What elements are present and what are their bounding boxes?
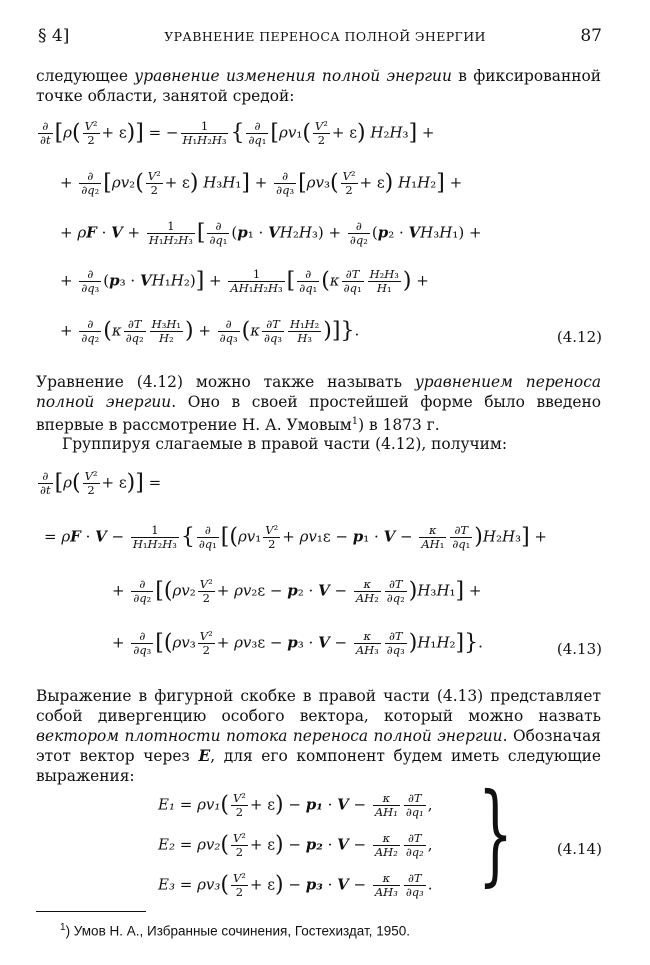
eq-4-12-line-4: + $\frac{\partial}{\text{∂q₃}}$ (p₃ · VH₁H₂)] + $\frac{1}{\text{AH₁H₂H₃}}$ [ $\frac{\partial}{\text{∂q₁}}$ (κ $\frac{\partial T}{\text{∂q₁}}$ $\frac{\text{H₂H₃}}{\text{H₁}}$ ) +: [60, 267, 429, 295]
eq-4-13-line-3: + $\frac{\partial}{\text{∂q₂}}$ [(ρv₂ $\frac{\text{V²}}{2}$ + ρv₂ε − p₂ · V − $\frac{\kappa}{\text{AH₂}}$ $\frac{\partial T}{\text{∂q₂}}$ )H₃H₁] +: [112, 577, 482, 605]
eq-4-14-number: (4.14): [556, 840, 602, 858]
vector-symbol: E: [198, 747, 211, 765]
eq-4-13-number: (4.13): [556, 640, 602, 658]
grouping-paragraph: Группируя слагаемые в правой части (4.12), получим:: [62, 435, 508, 453]
vector-paragraph: [36, 686, 601, 786]
umov-italic: уравнением переноса полной энергии: [36, 373, 601, 411]
umov-text-2: . Оно в своей простейшей форме было введено впервые в рассмотрение Н. А. Умовым: [36, 393, 601, 435]
umov-paragraph: [36, 372, 601, 435]
running-title: УРАВНЕНИЕ ПЕРЕНОСА ПОЛНОЙ ЭНЕРГИИ: [164, 29, 486, 44]
right-brace: }: [478, 769, 513, 897]
page-number: 87: [580, 26, 602, 46]
eq-4-14-row: E₂ = ρv₂( $\frac{\text{V²}}{2}$ + ε) − p₂ · V − $\frac{\kappa}{\text{AH₂}}$ $\frac{\partial T}{\text{∂q₂}}$ ,: [158, 831, 433, 859]
intro-text-end: в фиксированной точке области, занятой средой:: [36, 67, 601, 105]
eq-4-12-line-3: + ρF · V + $\frac{1}{\text{H₁H₂H₃}}$ [ $\frac{\partial}{\text{∂q₁}}$ (p₁ · VH₂H₃) + $\frac{\partial}{\text{∂q₂}}$ (p₂ · VH₃H₁) +: [60, 219, 482, 247]
footnote-text: ) Умов Н. А., Избранные сочинения, Гостехиздат, 1950.: [65, 923, 410, 939]
eq-4-12-line-2: + $\frac{\partial}{\text{∂q₂}}$ [ρv₂( $\frac{\text{V²}}{2}$ + ε) H₃H₁] + $\frac{\partial}{\text{∂q₃}}$ [ρv₃( $\frac{\text{V²}}{2}$ + ε) H₁H₂] +: [60, 169, 463, 197]
eq-4-12-line-5: + $\frac{\partial}{\text{∂q₂}}$ (κ $\frac{\partial T}{\text{∂q₂}}$ $\frac{\text{H₃H₁}}{\text{H₂}}$ ) + $\frac{\partial}{\text{∂q₃}}$ (κ $\frac{\partial T}{\text{∂q₃}}$ $\frac{\text{H₁H₂}}{\text{H₃}}$ )]}.: [60, 317, 360, 345]
eq-4-13-line-1: $\frac{\partial}{\partial t}$ [ρ( $\frac{\text{V²}}{2}$ + ε)] =: [40, 469, 162, 497]
eq-4-12-line-1: $\frac{\partial}{\partial t}$ [ρ( $\frac{\text{V²}}{2}$ + ε)] = − $\frac{1}{\text{H₁H₂H₃}}$ { $\frac{\partial}{\text{∂q₁}}$ [ρv₁( $\frac{\text{V²}}{2}$ + ε) H₂H₃] +: [40, 119, 435, 147]
umov-text-3: ) в 1873 г.: [358, 416, 440, 435]
eq-4-13-line-4: + $\frac{\partial}{\text{∂q₃}}$ [(ρv₃ $\frac{\text{V²}}{2}$ + ρv₃ε − p₃ · V − $\frac{\kappa}{\text{AH₃}}$ $\frac{\partial T}{\text{∂q₃}}$ )H₁H₂]}.: [112, 629, 483, 657]
eq-4-14-row: E₁ = ρv₁( $\frac{\text{V²}}{2}$ + ε) − p₁ · V − $\frac{\kappa}{\text{AH₁}}$ $\frac{\partial T}{\text{∂q₁}}$ ,: [158, 791, 433, 819]
footnote: [60, 922, 410, 939]
vector-text: Выражение в фигурной скобке в правой части (4.13) представляет собой дивергенцию особого вектора, который можно назвать: [36, 687, 601, 725]
intro-text: следующее: [36, 67, 135, 85]
vector-italic: вектором плотности потока переноса полной энергии: [36, 727, 503, 745]
section-number: § 4]: [38, 26, 70, 46]
footnote-mark: 1: [60, 922, 66, 933]
footnote-ref[interactable]: 1: [351, 416, 359, 427]
footnote-rule: [36, 911, 146, 912]
vector-text-2: . Обозначая этот вектор через: [36, 727, 601, 765]
intro-italic: уравнение изменения полной энергии: [134, 67, 452, 85]
eq-4-12-number: (4.12): [556, 328, 602, 346]
vector-text-3: , для его компонент будем иметь следующие выражения:: [36, 747, 601, 785]
eq-4-14-row: E₃ = ρv₃( $\frac{\text{V²}}{2}$ + ε) − p₃ · V − $\frac{\kappa}{\text{AH₃}}$ $\frac{\partial T}{\text{∂q₃}}$ .: [158, 871, 433, 899]
umov-text: Уравнение (4.12) можно также называть: [36, 373, 415, 391]
intro-paragraph: [36, 66, 601, 106]
eq-4-13-line-2: = ρF · V − $\frac{1}{\text{H₁H₂H₃}}$ { $\frac{\partial}{\text{∂q₁}}$ [(ρv₁ $\frac{\text{V²}}{2}$ + ρv₁ε − p₁ · V − $\frac{\kappa}{\text{AH₁}}$ $\frac{\partial T}{\text{∂q₁}}$ )H₂H₃] +: [44, 523, 547, 551]
